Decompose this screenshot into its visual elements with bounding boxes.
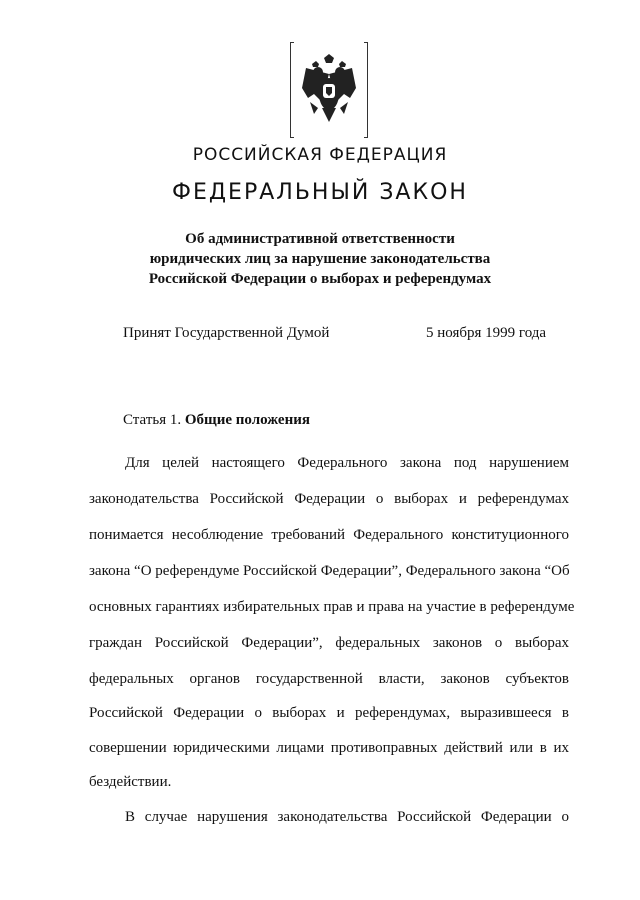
- body-line: понимается несоблюдение требований Федерального конституционного: [89, 527, 569, 543]
- double-headed-eagle-icon: [300, 54, 358, 126]
- body-line: совершении юридическими лицами противоправных действий или в их: [89, 740, 569, 756]
- subject-line: Российской Федерации о выборах и референдумах: [148, 271, 492, 287]
- body-line: граждан Российской Федерации”, федеральных законов о выборах: [89, 635, 569, 651]
- coat-of-arms-emblem: [290, 42, 368, 136]
- body-line: законодательства Российской Федерации о выборах и референдумах: [89, 491, 569, 507]
- adoption-date: 5 ноября 1999 года: [426, 325, 547, 341]
- body-line: В случае нарушения законодательства Российской Федерации о: [125, 809, 569, 825]
- article-number: Статья 1.: [123, 412, 185, 428]
- body-line: Для целей настоящего Федерального закона под нарушением: [125, 455, 569, 471]
- country-heading: РОССИЙСКАЯ ФЕДЕРАЦИЯ: [192, 145, 448, 165]
- subject-line: Об административной ответственности: [185, 231, 455, 247]
- emblem-frame-right: [364, 42, 368, 138]
- body-line: Российской Федерации о выборах и референдумах, выразившееся в: [89, 705, 569, 721]
- article-title: Общие положения: [184, 412, 310, 428]
- subject-line: юридических лиц за нарушение законодательства: [149, 251, 491, 267]
- body-line: закона “О референдуме Российской Федерации”, Федерального закона “Об: [89, 563, 570, 579]
- adopted-by: Принят Государственной Думой: [123, 325, 330, 341]
- body-line: бездействии.: [89, 774, 172, 790]
- body-line: федеральных органов государственной власти, законов субъектов: [89, 671, 569, 687]
- body-line: основных гарантиях избирательных прав и права на участие в референдуме: [89, 599, 575, 615]
- emblem-frame-left: [290, 42, 294, 138]
- document-type-heading: ФЕДЕРАЛЬНЫЙ ЗАКОН: [172, 180, 468, 205]
- article-heading: [123, 412, 310, 429]
- law-subject-title: [0, 229, 640, 289]
